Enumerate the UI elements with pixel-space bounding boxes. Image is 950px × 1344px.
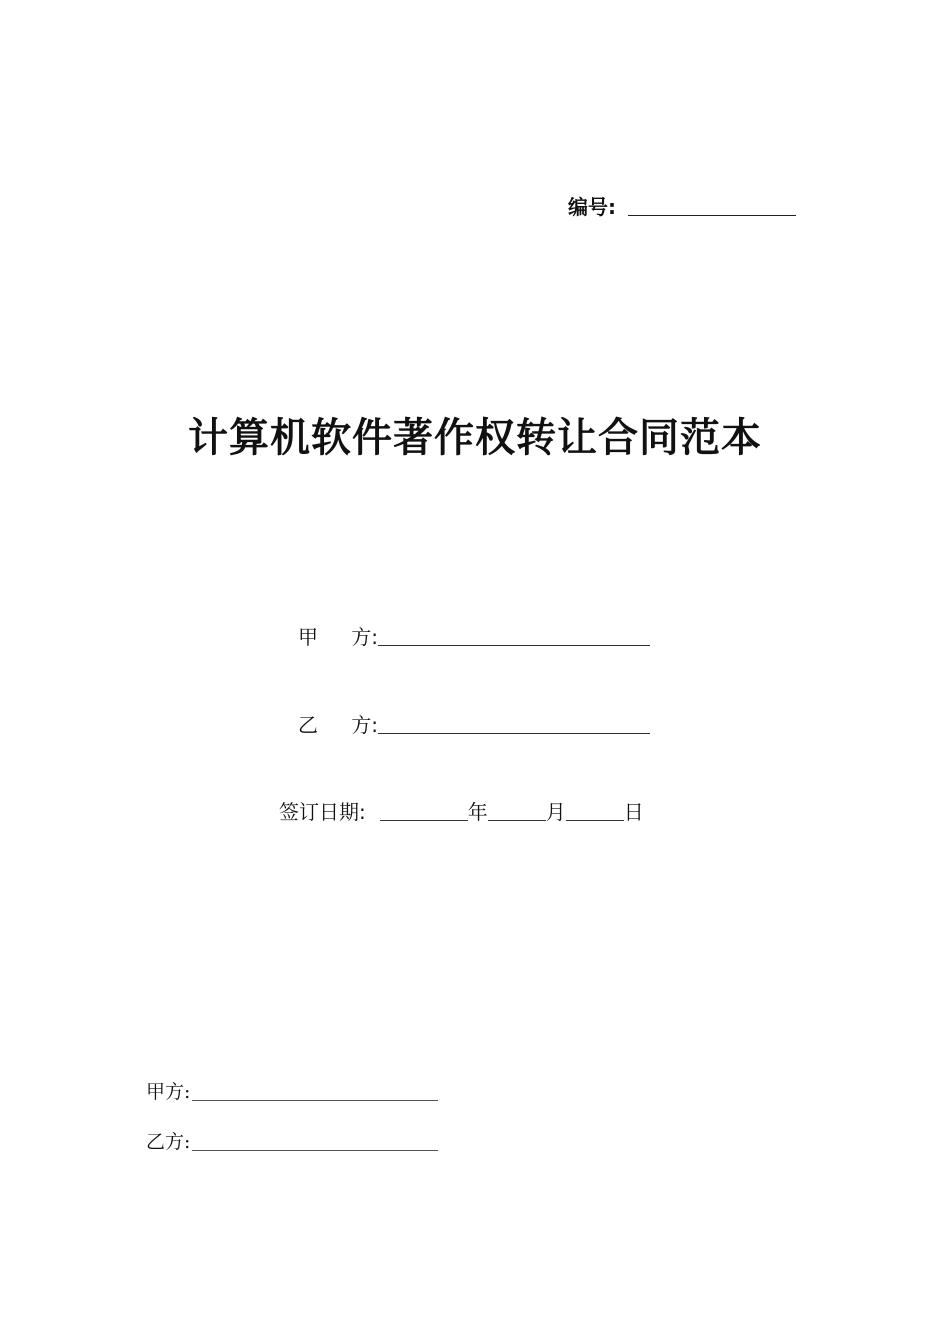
signature-party-b-label: 乙方: [146, 1131, 191, 1153]
sign-date-month-blank[interactable] [488, 798, 546, 821]
signature-party-a-blank[interactable] [192, 1080, 438, 1101]
cover-party-b-blank[interactable] [378, 711, 650, 734]
cover-party-b-label [298, 712, 378, 738]
cover-party-a-row [298, 620, 650, 650]
contract-number-row [568, 190, 796, 220]
cover-party-b-label-char: 乙 [298, 713, 318, 737]
cover-party-b-row [298, 708, 650, 738]
sign-date-year-blank[interactable] [380, 798, 468, 821]
sign-date-row [279, 795, 644, 825]
sign-date-year-label: 年 [467, 800, 488, 824]
contract-number-label: 编号: [568, 195, 616, 219]
sign-date-label: 签订日期: [279, 800, 366, 824]
contract-number-blank[interactable] [628, 193, 796, 216]
signature-party-b-blank[interactable] [192, 1130, 438, 1151]
signature-party-a-row [146, 1076, 438, 1104]
sign-date-day-label: 日 [623, 800, 644, 824]
cover-party-a-label [298, 624, 378, 650]
sign-date-month-label: 月 [545, 800, 566, 824]
cover-party-a-blank[interactable] [378, 623, 650, 646]
cover-party-a-label-suffix: 方: [351, 625, 378, 649]
sign-date-day-blank[interactable] [566, 798, 624, 821]
signature-party-a-label: 甲方: [146, 1081, 191, 1103]
document-title: 计算机软件著作权转让合同范本 [188, 415, 762, 461]
cover-party-b-label-suffix: 方: [351, 713, 378, 737]
cover-party-a-label-char: 甲 [298, 625, 318, 649]
signature-party-b-row [146, 1126, 438, 1154]
